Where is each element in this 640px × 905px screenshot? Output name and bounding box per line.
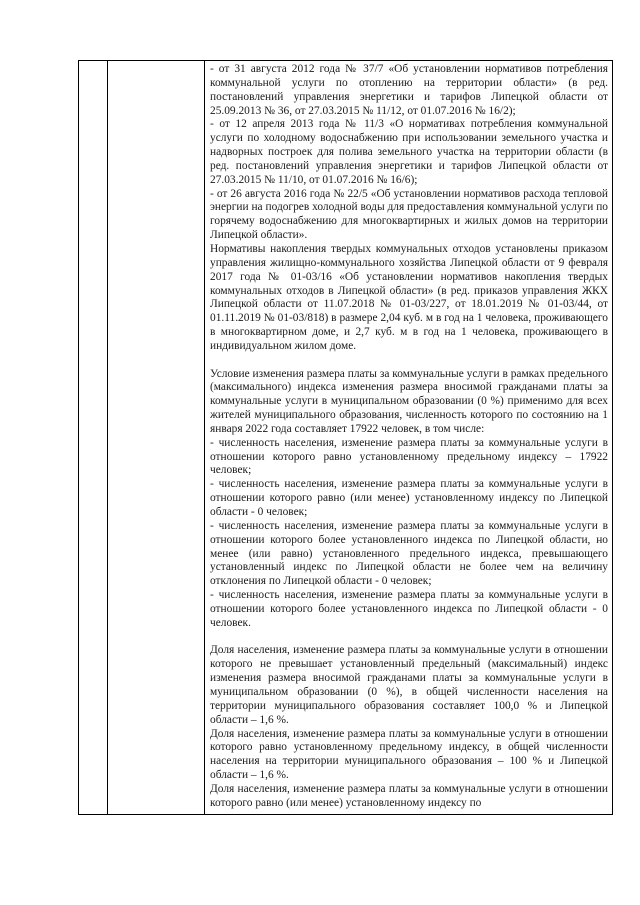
paragraph: - численность населения, изменение размера платы за коммунальные услуги в отношении которого более установленного индекса по Липецкой области - 0 человек. bbox=[210, 589, 608, 629]
paragraph: - численность населения, изменение размера платы за коммунальные услуги в отношении которого более установленного индекса по Липецкой области, но менее (или равно) установленного предельного индекса, превышающего установленный индекс по Липецкой области не более чем на величину отклонения по Липецкой области - 0 человек; bbox=[210, 519, 608, 588]
paragraph: - от 26 августа 2016 года № 22/5 «Об установлении нормативов расхода тепловой энергии на подогрев холодной воды для предоставления коммунальной услуги по горячему водоснабжению для многоквартирных и жилых домов на территории Липецкой области». bbox=[210, 187, 608, 242]
column-divider bbox=[107, 61, 108, 814]
document-table bbox=[78, 60, 613, 815]
paragraph: Доля населения, изменение размера платы за коммунальные услуги в отношении которого равно (или менее) установленному индексу по bbox=[210, 782, 608, 809]
paragraph: Условие изменения размера платы за коммунальные услуги в рамках предельного (максимального) индекса изменения размера вносимой гражданами платы за коммунальные услуги в муниципальном образовании (0 %) применимо для всех жителей муниципального образования, численность которого по состоянию на 1 января 2022 года составляет 17922 человек, в том числе: bbox=[210, 367, 608, 435]
paragraph: - численность населения, изменение размера платы за коммунальные услуги в отношении которого равно (или менее) установленному индексу по Липецкой области - 0 человек; bbox=[210, 478, 608, 518]
paragraph: - от 12 апреля 2013 года № 11/3 «О нормативах потребления коммунальной услуги по холодному водоснабжению при использовании земельного участка и надворных построек для полива земельного участка на территории области (в ред. постановлений управления энергетики и тарифов Липецкой области от 27.03.2015 № 11/10, от 01.07.2016 № 16/6); bbox=[210, 118, 608, 186]
paragraph: - численность населения, изменение размера платы за коммунальные услуги в отношении которого равно установленному предельному индексу – 17922 человек; bbox=[210, 436, 608, 477]
column-divider bbox=[204, 61, 205, 814]
blank-line bbox=[210, 354, 608, 368]
paragraph: Доля населения, изменение размера платы за коммунальные услуги в отношении которого равно установленному предельному индексу, в общей численности населения на территории муниципального образования – 100 % и Липецкой области – 1,6 %. bbox=[210, 727, 608, 782]
paragraph: Нормативы накопления твердых коммунальных отходов установлены приказом управления жилищно-коммунального хозяйства Липецкой области от 9 февраля 2017 года № 01-03/16 «Об установлении нормативов накопления твердых коммунальных отходов в Липецкой области» (в ред. приказов управления ЖКХ Липецкой области от 11.07.2018 № 01-03/227, от 18.01.2019 № 01-03/44, от 01.11.2019 № 01-03/818) в размере 2,04 куб. м в год на 1 человека, проживающего в многоквартирном доме, и 2,7 куб. м в год на 1 человека, проживающего в индивидуальном жилом доме. bbox=[210, 242, 608, 352]
blank-line bbox=[210, 631, 608, 645]
text-cell bbox=[210, 63, 608, 811]
paragraph: Доля населения, изменение размера платы за коммунальные услуги в отношении которого не превышает установленный предельный (максимальный) индекс изменения размера вносимой гражданами платы за коммунальные услуги в муниципальном образовании (0 %), в общей численности населения на территории муниципального образования составляет 100,0 % и Липецкой области – 1,6 %. bbox=[210, 644, 608, 726]
paragraph: - от 31 августа 2012 года № 37/7 «Об установлении нормативов потребления коммунальной услуги по отоплению на территории области» (в ред. постановлений управления энергетики и тарифов Липецкой области от 25.09.2013 № 36, от 27.03.2015 № 11/12, от 01.07.2016 № 16/2); bbox=[210, 63, 608, 117]
